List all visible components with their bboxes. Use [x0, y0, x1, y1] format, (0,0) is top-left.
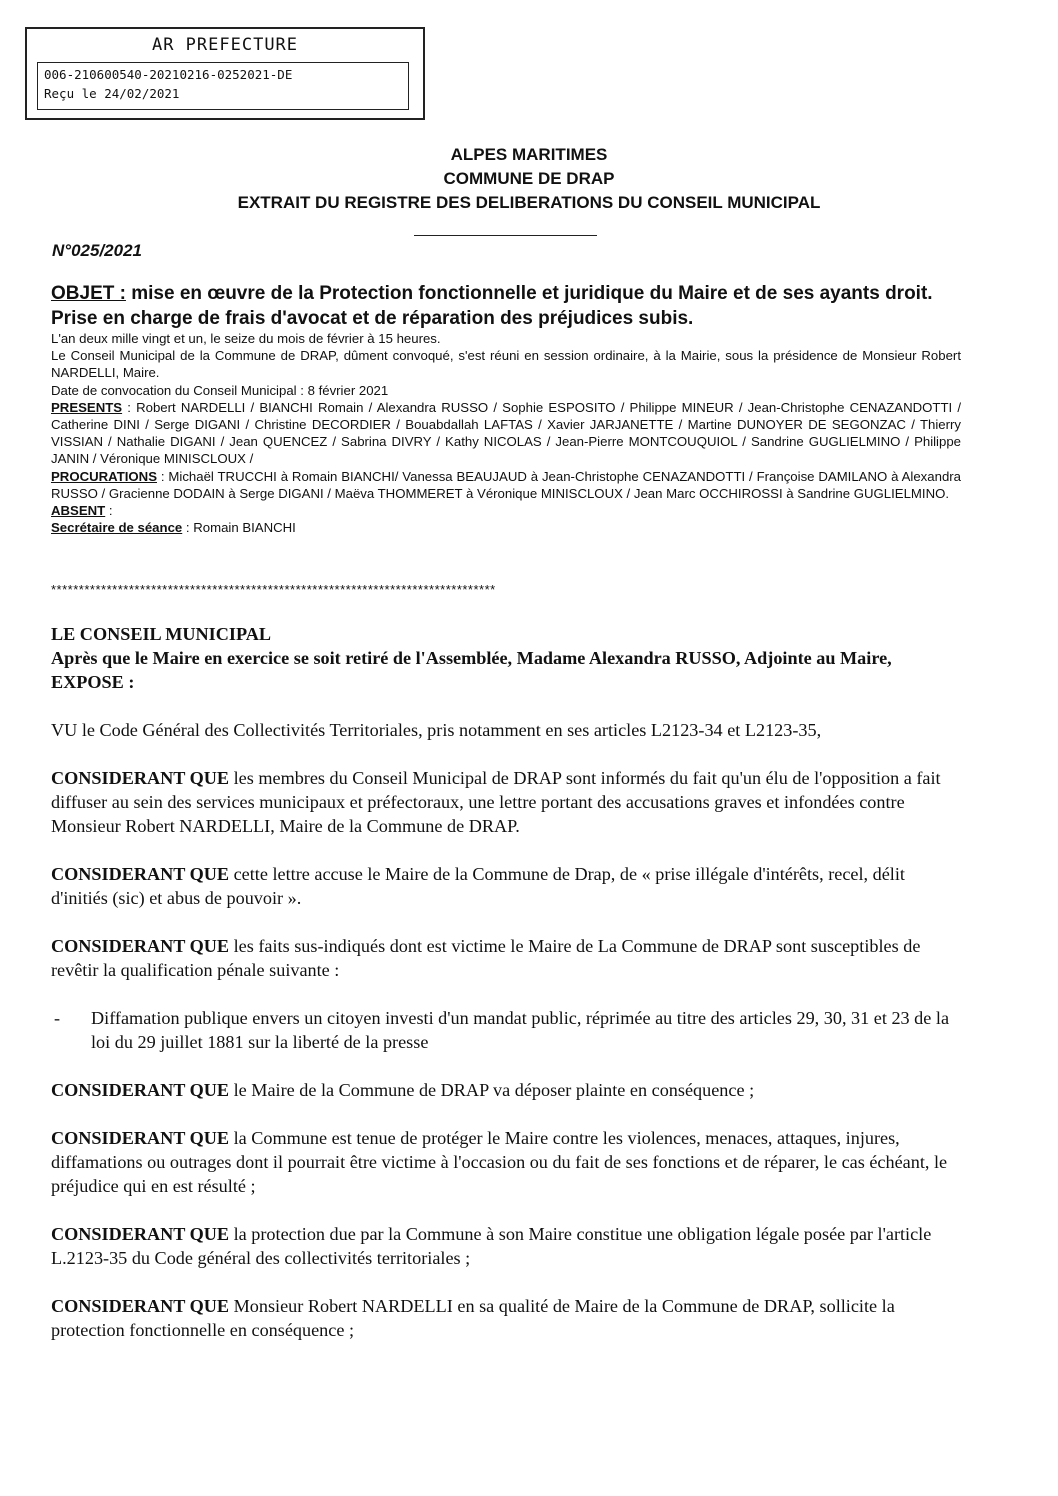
session-metadata	[51, 330, 961, 536]
considerant-label: CONSIDERANT QUE	[51, 1296, 230, 1316]
session-date: L'an deux mille vingt et un, le seize du mois de février à 15 heures.	[51, 331, 441, 346]
absent-label: ABSENT	[51, 503, 106, 519]
list-item	[51, 1006, 956, 1054]
procurations-paragraph	[51, 468, 961, 502]
considerant-label: CONSIDERANT QUE	[51, 864, 230, 884]
considerant-label: CONSIDERANT QUE	[51, 936, 230, 956]
document-header	[0, 143, 1058, 215]
stamp-title: AR PREFECTURE	[151, 35, 299, 55]
body-intro: Après que le Maire en exercice se soit retiré de l'Assemblée, Madame Alexandra RUSSO, Adjointe au Maire, EXPOSE :	[51, 648, 892, 692]
considerant-text: la protection due par la Commune à son Maire constitue une obligation légale posée par l'article L.2123-35 du Code général des collectivités territoriales ;	[51, 1224, 932, 1268]
considerant-label: CONSIDERANT QUE	[51, 1080, 230, 1100]
considerant-text: Monsieur Robert NARDELLI en sa qualité de Maire de la Commune de DRAP, sollicite la protection fonctionnelle en conséquence ;	[51, 1296, 895, 1340]
considerant-paragraph	[51, 766, 956, 838]
deliberation-number: N°025/2021	[52, 241, 142, 260]
considerant-paragraph	[51, 1078, 956, 1102]
considerant-label: CONSIDERANT QUE	[51, 768, 230, 788]
considerant-text: la Commune est tenue de protéger le Maire contre les violences, menaces, attaques, injures, diffamations ou outrages dont il pourrait être victime à l'occasion ou du fait de ses fonctions et de réparer, le cas échéant, le préjudice qui en est résulté ;	[51, 1128, 948, 1196]
stamp-reference-box	[37, 62, 409, 110]
procurations-label: PROCURATIONS	[51, 468, 157, 484]
bullet-dash: -	[54, 1008, 61, 1028]
register-title: EXTRAIT DU REGISTRE DES DELIBERATIONS DU CONSEIL MUNICIPAL	[237, 193, 821, 212]
stamp-reference: 006-210600540-20210216-0252021-DE	[44, 67, 293, 82]
list-item-text: Diffamation publique envers un citoyen investi d'un mandat public, réprimée au titre des articles 29, 30, 31 et 23 de la loi du 29 juillet 1881 sur la liberté de la presse	[91, 1008, 950, 1052]
considerant-paragraph	[51, 1294, 956, 1342]
secretaire-name: : Romain BIANCHI	[182, 520, 296, 536]
presents-label: PRESENTS	[51, 399, 123, 415]
absent-paragraph	[51, 502, 961, 519]
considerant-label: CONSIDERANT QUE	[51, 1224, 230, 1244]
header-divider	[414, 235, 597, 236]
considerant-paragraph	[51, 862, 956, 910]
procurations-list: : Michaël TRUCCHI à Romain BIANCHI/ Vanessa BEAUJAUD à Jean-Christophe CENAZANDOTTI / Françoise DAMILANO à Alexandra RUSSO / Gracienne DODAIN à Serge DIGANI / Maëva THOMMERET à Véronique MINISCLOUX / Jean Marc OCCHIROSSI à Sandrine GUGLIELMINO.	[51, 468, 961, 501]
considerant-text: les faits sus-indiqués dont est victime le Maire de La Commune de DRAP sont susceptibles de revêtir la qualification pénale suivante :	[51, 936, 921, 980]
objet-heading	[51, 281, 951, 331]
convocation-date: Date de convocation du Conseil Municipal : 8 février 2021	[51, 382, 389, 398]
considerant-text: cette lettre accuse le Maire de la Commune de Drap, de « prise illégale d'intérêts, recel, délit d'initiés (sic) et abus de pouvoir ».	[51, 864, 905, 908]
vu-paragraph: VU le Code Général des Collectivités Territoriales, pris notamment en ses articles L2123-34 et L2123-35,	[51, 720, 822, 740]
asterisk-separator: ********************************************************************************	[51, 582, 496, 597]
considerant-paragraph	[51, 1222, 956, 1270]
considerant-paragraph	[51, 1126, 956, 1198]
considerant-label: CONSIDERANT QUE	[51, 1128, 230, 1148]
objet-label: OBJET :	[51, 283, 126, 304]
presents-paragraph	[51, 399, 961, 468]
objet-text: mise en œuvre de la Protection fonctionnelle et juridique du Maire et de ses ayants droit. Prise en charge de frais d'avocat et de réparation des préjudices subis.	[51, 283, 933, 329]
considerant-text: le Maire de la Commune de DRAP va déposer plainte en conséquence ;	[229, 1080, 755, 1100]
considerant-text: les membres du Conseil Municipal de DRAP sont informés du fait qu'un élu de l'opposition a fait diffuser au sein des services municipaux et préfectoraux, une lettre portant des accusations graves et infondées contre Monsieur Robert NARDELLI, Maire de la Commune de DRAP.	[51, 768, 941, 836]
body-title: LE CONSEIL MUNICIPAL	[51, 624, 271, 644]
department-title: ALPES MARITIMES	[450, 145, 608, 164]
presents-list: : Robert NARDELLI / BIANCHI Romain / Alexandra RUSSO / Sophie ESPOSITO / Philippe MINEUR / Jean-Christophe CENAZANDOTTI / Catherine DINI / Serge DIGANI / Christine DECORDIER / Bouabdallah LAFTAS / Xavier JARJANETTE / Martine DUNOYER DE SEGONZAC / Thierry VISSIAN / Nathalie DIGANI / Jean QUENCEZ / Sabrina DIVRY / Kathy NICOLAS / Jean-Pierre MONTCOUQUIOL / Sandrine GUGLIELMINO / Philippe JANIN / Véronique MINISCLOUX /	[51, 399, 961, 467]
considerant-paragraph	[51, 934, 956, 982]
commune-title: COMMUNE DE DRAP	[443, 169, 615, 188]
stamp-received-date: Reçu le 24/02/2021	[44, 86, 180, 101]
secretaire-label: Secrétaire de séance	[51, 520, 183, 536]
secretaire-paragraph	[51, 519, 961, 536]
prefecture-stamp	[25, 27, 425, 120]
absent-list: :	[105, 503, 113, 519]
session-description: Le Conseil Municipal de la Commune de DRAP, dûment convoqué, s'est réuni en session ordinaire, à la Mairie, sous la présidence de Monsieur Robert NARDELLI, Maire.	[51, 348, 961, 381]
deliberation-body	[51, 622, 956, 1342]
